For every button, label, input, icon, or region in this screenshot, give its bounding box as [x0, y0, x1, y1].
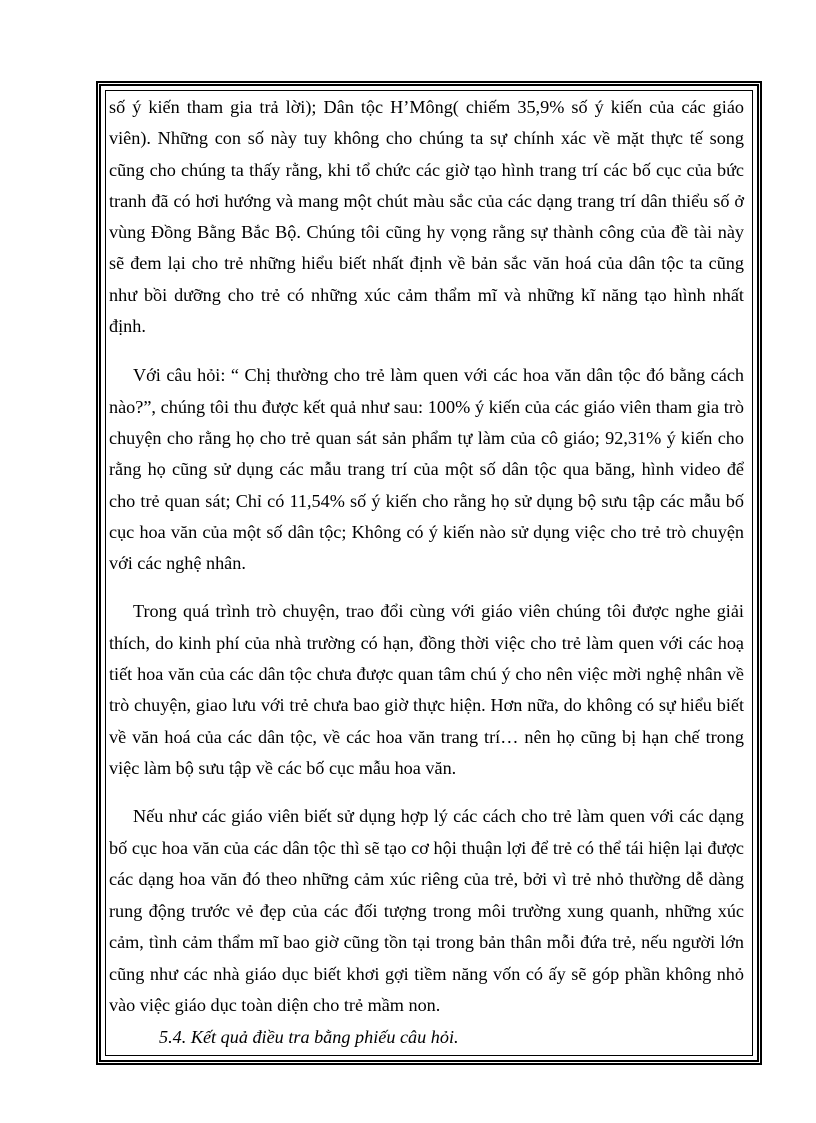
section-heading: 5.4. Kết quả điều tra bằng phiếu câu hỏi. [159, 1026, 459, 1047]
paragraph-teacher-interview: Trong quá trình trò chuyện, trao đổi cùng với giáo viên chúng tôi được nghe giải thích, do kinh phí của nhà trường có hạn, đồng thời việc cho trẻ làm quen với các hoạ tiết hoa văn của các dân tộc chưa được quan tâm chú ý cho nên việc mời nghệ nhân về trò chuyện, giao lưu với trẻ chưa bao giờ thực hiện. Hơn nữa, do không có sự hiểu biết về văn hoá của các dân tộc, về các hoa văn trang trí… nên họ cũng bị hạn chế trong việc làm bộ sưu tập về các bố cục mẫu hoa văn. [109, 601, 744, 778]
paragraph-conclusion: Nếu như các giáo viên biết sử dụng hợp lý các cách cho trẻ làm quen với các dạng bố cục hoa văn của các dân tộc thì sẽ tạo cơ hội thuận lợi để trẻ có thể tái hiện lại được các dạng hoa văn đó theo những cảm xúc riêng của trẻ, bởi vì trẻ nhỏ thường dễ dàng rung động trước vẻ đẹp của các đối tượng trong môi trường xung quanh, những xúc cảm, tình cảm thẩm mĩ bao giờ cũng tồn tại trong bản thân mỗi đứa trẻ, nếu người lớn cũng như các nhà giáo dục biết khơi gợi tiềm năng vốn có ấy sẽ góp phần không nhỏ vào việc giáo dục toàn diện cho trẻ mầm non. [109, 806, 744, 1016]
paragraph-continued: số ý kiến tham gia trả lời); Dân tộc H’Mông( chiếm 35,9% số ý kiến của các giáo viên). Những con số này tuy không cho chúng ta sự chính xác về mặt thực tế song cũng cho chúng ta thấy rằng, khi tổ chức các giờ tạo hình trang trí các bố cục của bức tranh đã có hơi hướng và mang một chút màu sắc của các dạng trang trí dân thiểu số ở vùng Đồng Bằng Bắc Bộ. Chúng tôi cũng hy vọng rằng sự thành công của đề tài này sẽ đem lại cho trẻ những hiểu biết nhất định về bản sắc văn hoá của dân tộc ta cũng như bồi dưỡng cho trẻ có những xúc cảm thẩm mĩ và những kĩ năng tạo hình nhất định. [109, 97, 744, 337]
paragraph-survey-question: Với câu hỏi: “ Chị thường cho trẻ làm quen với các hoa văn dân tộc đó bằng cách nào?”, chúng tôi thu được kết quả như sau: 100% ý kiến của các giáo viên tham gia trò chuyện cho rằng họ cho trẻ quan sát sản phẩm tự làm của cô giáo; 92,31% ý kiến cho rằng họ cũng sử dụng các mẫu trang trí của một số dân tộc qua băng, hình video để cho trẻ quan sát; Chỉ có 11,54% số ý kiến cho rằng họ sử dụng bộ sưu tập các mẫu bố cục hoa văn của một số dân tộc; Không có ý kiến nào sử dụng việc cho trẻ trò chuyện với các nghệ nhân. [109, 365, 744, 574]
document-body [109, 92, 744, 1053]
